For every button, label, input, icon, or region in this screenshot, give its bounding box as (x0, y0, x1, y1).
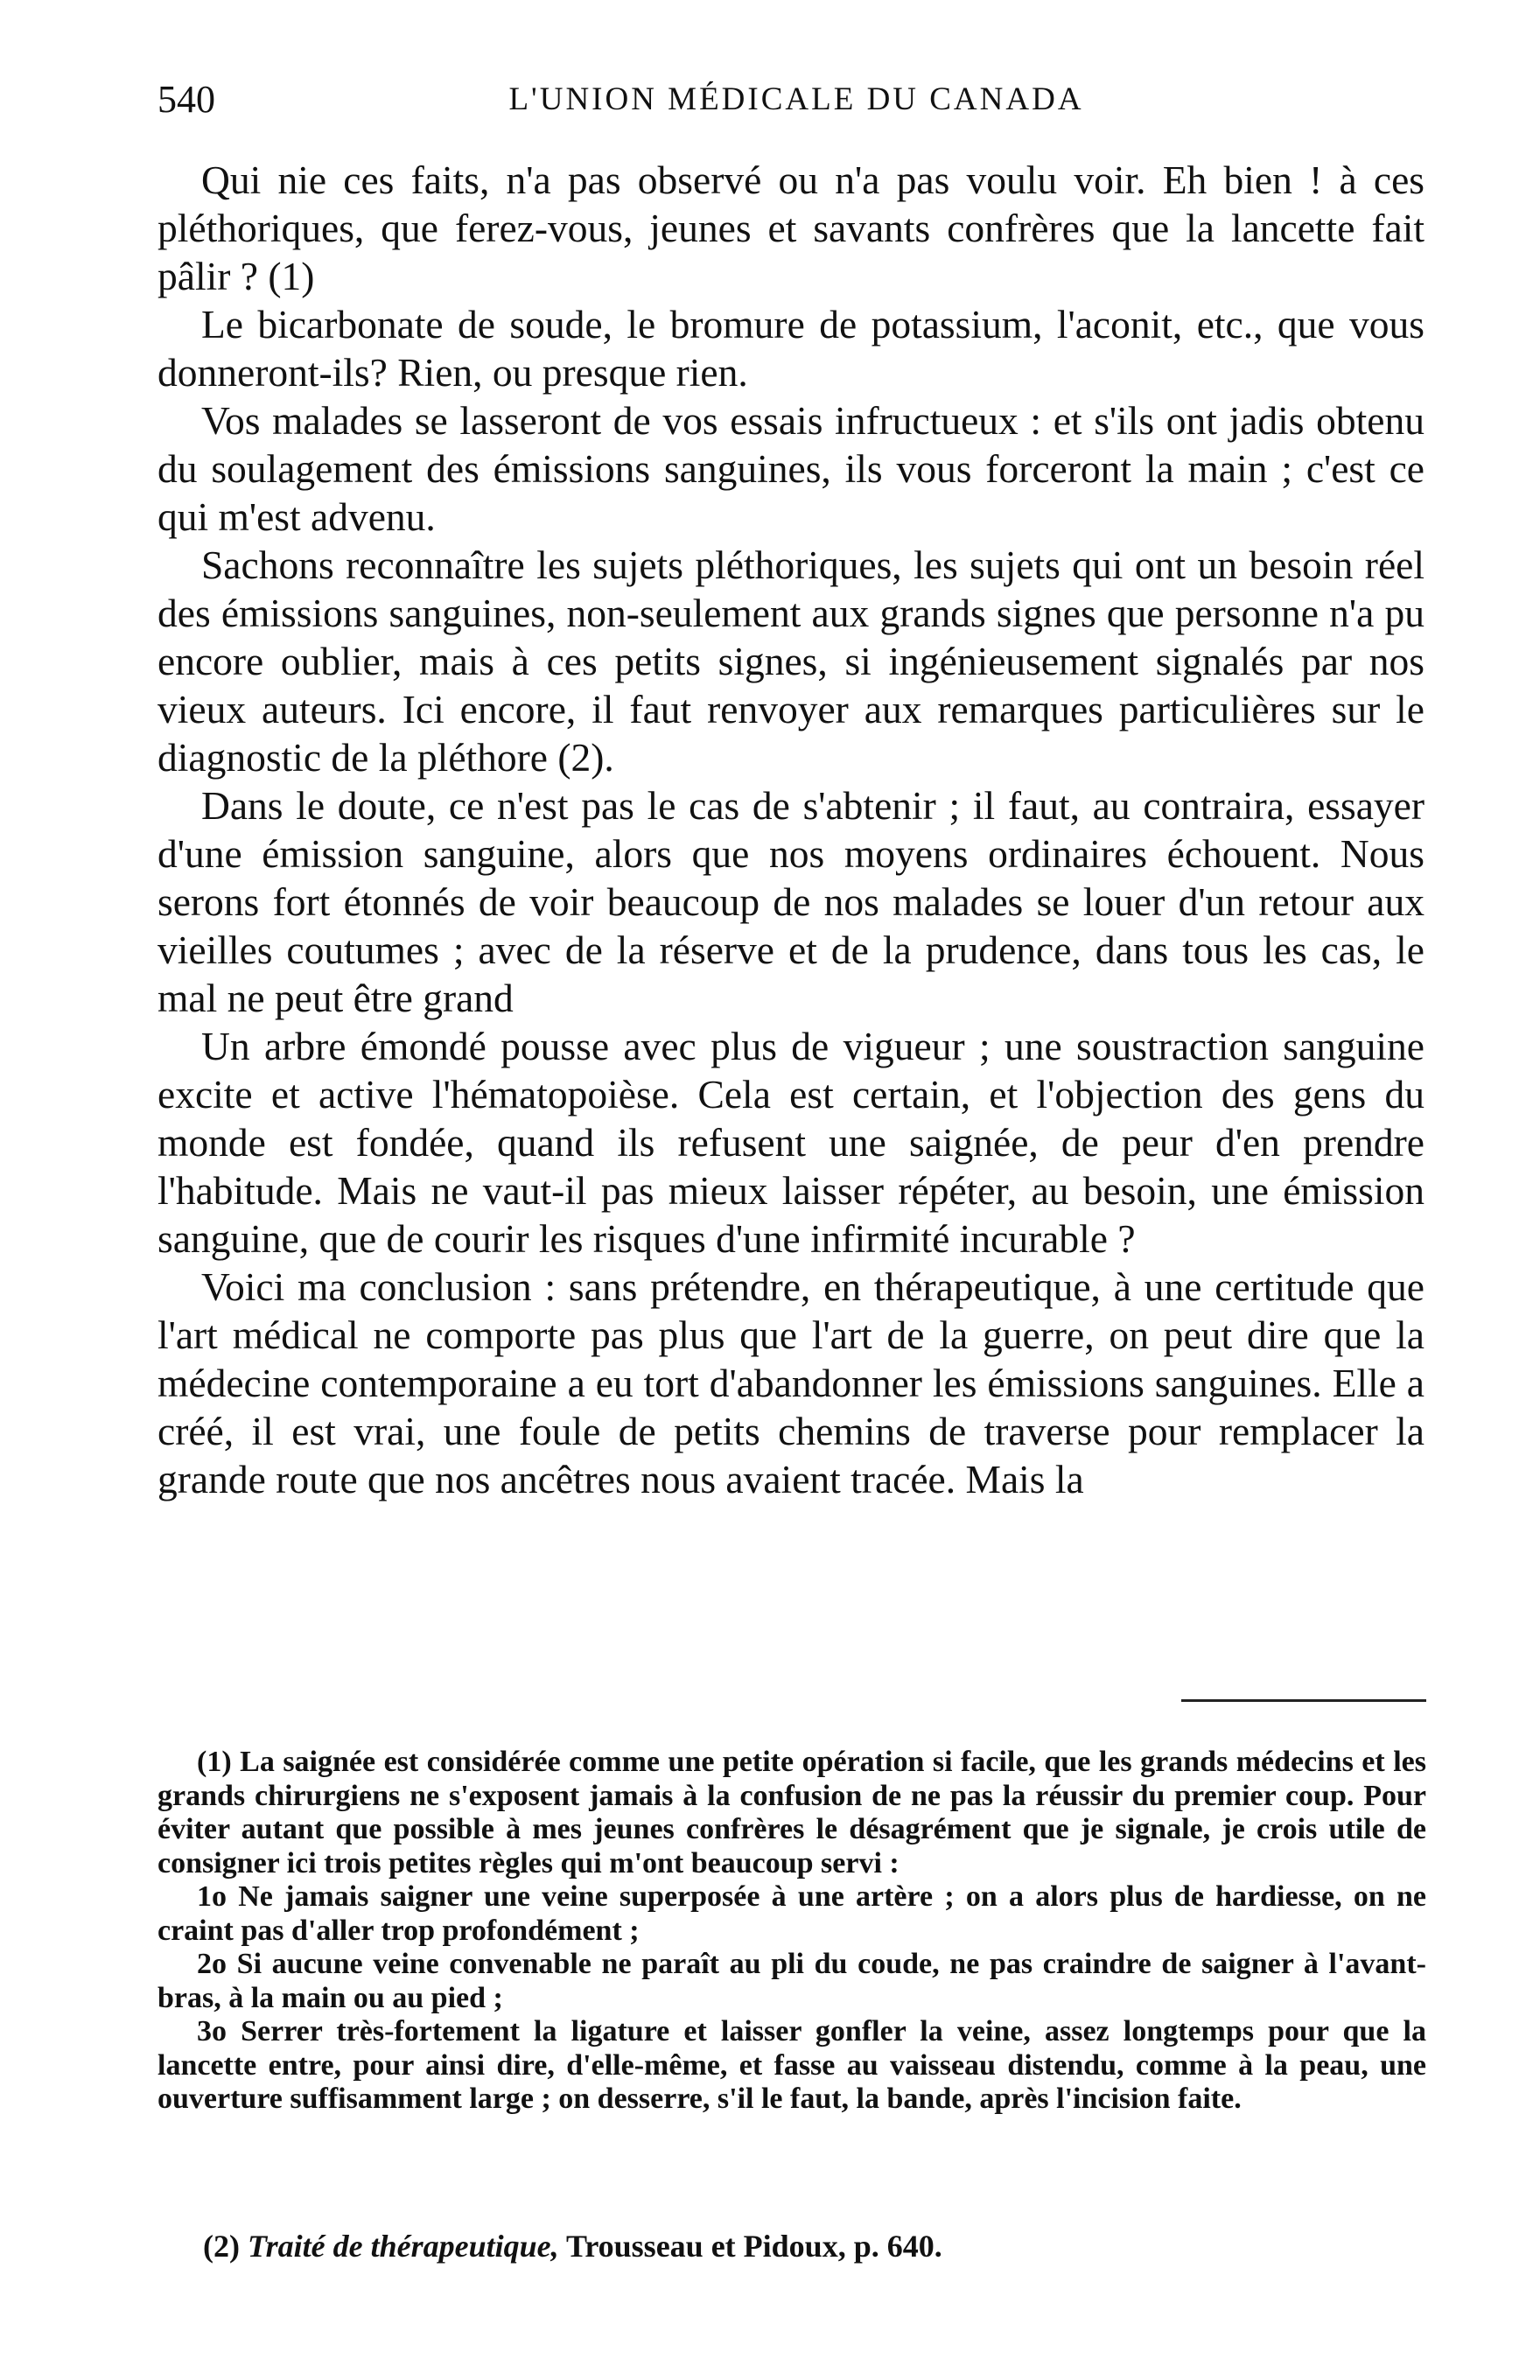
citation-details: Trousseau et Pidoux, p. 640. (565, 2229, 942, 2264)
paragraph: Un arbre émondé pousse avec plus de vigueur ; une soustraction sanguine excite et active l'hématopoièse. Cela est certain, et l'objection des gens du monde est fondée, quand ils refusent une saignée, de peur d'en prendre l'habitude. Mais ne vaut-il pas mieux laisser répéter, au besoin, une émission sanguine, que de courir les risques d'une infirmité incurable ? (158, 1024, 1424, 1261)
footnote-paragraph: 2o Si aucune veine convenable ne paraît au pli du coude, ne pas craindre de saigner à l'avant-bras, à la main ou au pied ; (158, 1948, 1426, 2014)
cited-work-title: Traité de thérapeutique, (247, 2229, 559, 2264)
footnote-marker: (2) (203, 2229, 240, 2264)
footnote-1 (158, 1746, 1426, 2117)
footnote-2 (203, 2227, 1428, 2265)
footnote-rule (1181, 1699, 1426, 1702)
paragraph: Dans le doute, ce n'est pas le cas de s'abtenir ; il faut, au contraira, essayer d'une émission sanguine, alors que nos moyens ordinaires échouent. Nous serons fort étonnés de voir beaucoup de nos malades se louer d'un retour aux vieilles coutumes ; avec de la réserve et de la prudence, dans tous les cas, le mal ne peut être grand (158, 783, 1424, 1020)
page-number: 540 (158, 78, 215, 121)
paragraph: Le bicarbonate de soude, le bromure de potassium, l'aconit, etc., que vous donneront-ils? Rien, ou presque rien. (158, 302, 1424, 395)
main-text (158, 156, 1424, 1503)
footnote-paragraph: (1) La saignée est considérée comme une petite opération si facile, que les grands médecins et les grands chirurgiens ne s'exposent jamais à la confusion de ne pas la réussir du premier coup. Pour éviter autant que possible à mes jeunes confrères le désagrément que je signale, je crois utile de consigner ici trois petites règles qui m'ont beaucoup servi : (158, 1746, 1426, 1880)
footnote-paragraph: 1o Ne jamais saigner une veine superposée à une artère ; on a alors plus de hardiesse, on ne craint pas d'aller trop profondément ; (158, 1880, 1426, 1947)
paragraph: Vos malades se lasseront de vos essais infructueux : et s'ils ont jadis obtenu du soulagement des émissions sanguines, ils vous forceront la main ; c'est ce qui m'est advenu. (158, 398, 1424, 539)
footnote-paragraph: 3o Serrer très-fortement la ligature et laisser gonfler la veine, assez longtemps pour que la lancette entre, pour ainsi dire, d'elle-même, et fasse au vaisseau distendu, comme à la peau, une ouverture suffisamment large ; on desserre, s'il le faut, la bande, après l'incision faite. (158, 2015, 1426, 2115)
page-header (158, 77, 1435, 130)
running-title: L'UNION MÉDICALE DU CANADA (508, 81, 1084, 117)
paragraph: Sachons reconnaître les sujets pléthoriques, les sujets qui ont un besoin réel des émissions sanguines, non-seulement aux grands signes que personne n'a pu encore oublier, mais à ces petits signes, si ingénieusement signalés par nos vieux auteurs. Ici encore, il faut renvoyer aux remarques particulières sur le diagnostic de la pléthore (2). (158, 542, 1424, 780)
paragraph: Voici ma conclusion : sans prétendre, en thérapeutique, à une certitude que l'art médical ne comporte pas plus que l'art de la guerre, on peut dire que la médecine contemporaine a eu tort d'abandonner les émissions sanguines. Elle a créé, il est vrai, une foule de petits chemins de traverse pour remplacer la grande route que nos ancêtres nous avaient tracée. Mais la (158, 1264, 1424, 1502)
paragraph: Qui nie ces faits, n'a pas observé ou n'a pas voulu voir. Eh bien ! à ces pléthoriques, que ferez-vous, jeunes et savants confrères que la lancette fait pâlir ? (1) (158, 158, 1424, 298)
